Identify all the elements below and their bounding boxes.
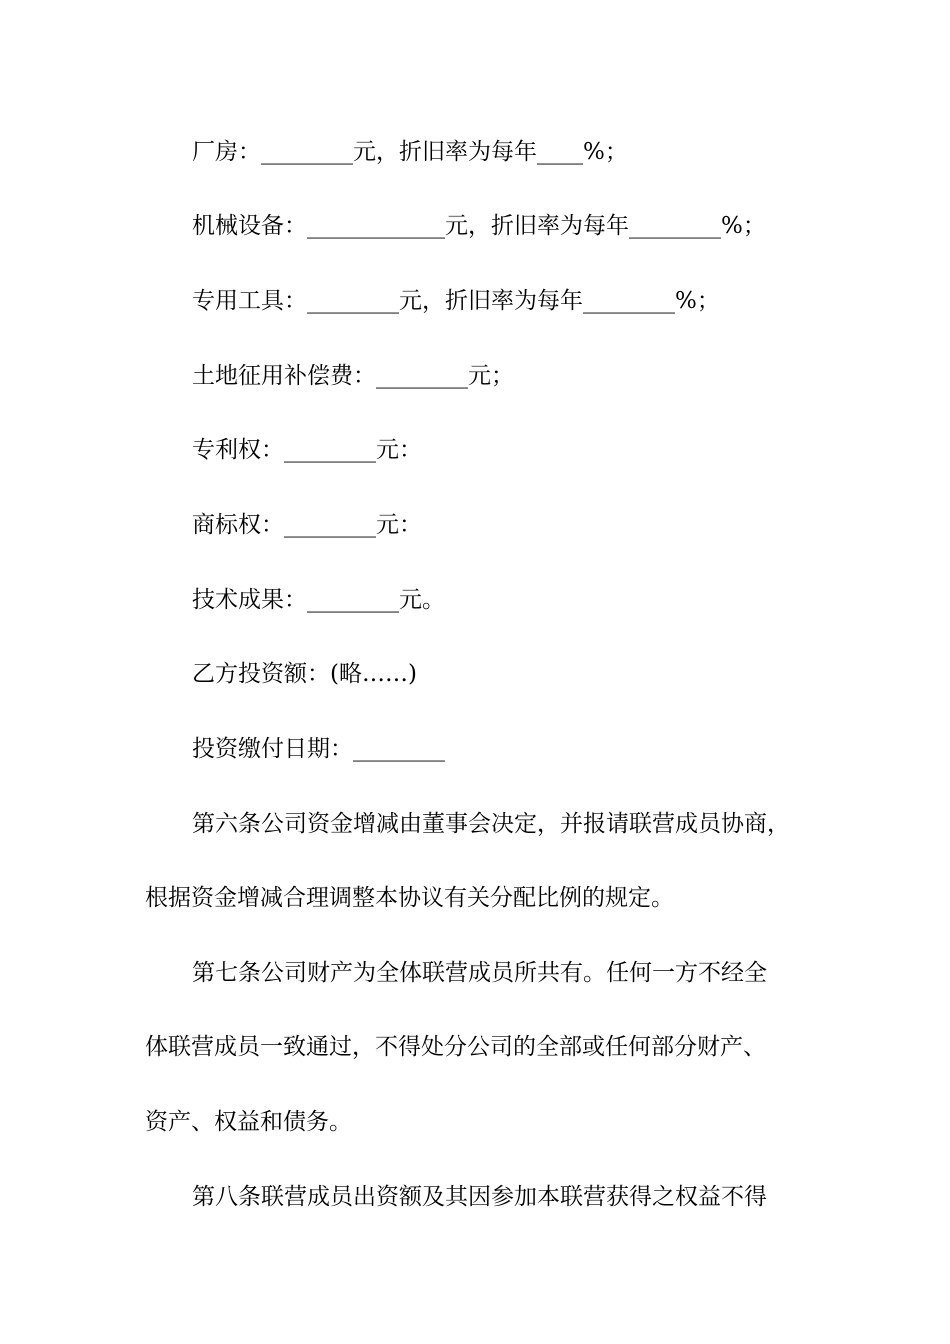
article-eight-line-1: 第八条联营成员出资额及其因参加本联营获得之权益不得	[192, 1184, 767, 1210]
article-six-line-2: 根据资金增减合理调整本协议有关分配比例的规定。	[145, 885, 674, 911]
trademark-right-line: 商标权：________元：	[192, 512, 422, 538]
technical-results-line: 技术成果：________元。	[192, 587, 445, 613]
article-seven-line-2: 体联营成员一致通过，不得处分公司的全部或任何部分财产、	[145, 1034, 766, 1060]
article-seven-line-3: 资产、权益和债务。	[145, 1109, 352, 1135]
plant-cost-line: 厂房：________元，折旧率为每年____%；	[192, 139, 628, 165]
article-seven-line-1: 第七条公司财产为全体联营成员所共有。任何一方不经全	[192, 960, 767, 986]
land-compensation-line: 土地征用补偿费：________元；	[192, 363, 514, 389]
article-six-line-1: 第六条公司资金增减由董事会决定，并报请联营成员协商，	[192, 811, 790, 837]
investment-payment-date-line: 投资缴付日期：________	[192, 736, 445, 762]
patent-right-line: 专利权：________元：	[192, 437, 422, 463]
special-tools-cost-line: 专用工具：________元，折旧率为每年________%；	[192, 288, 720, 314]
machinery-cost-line: 机械设备：____________元，折旧率为每年________%；	[192, 213, 766, 239]
party-b-investment-line: 乙方投资额：(略……)	[192, 661, 417, 687]
